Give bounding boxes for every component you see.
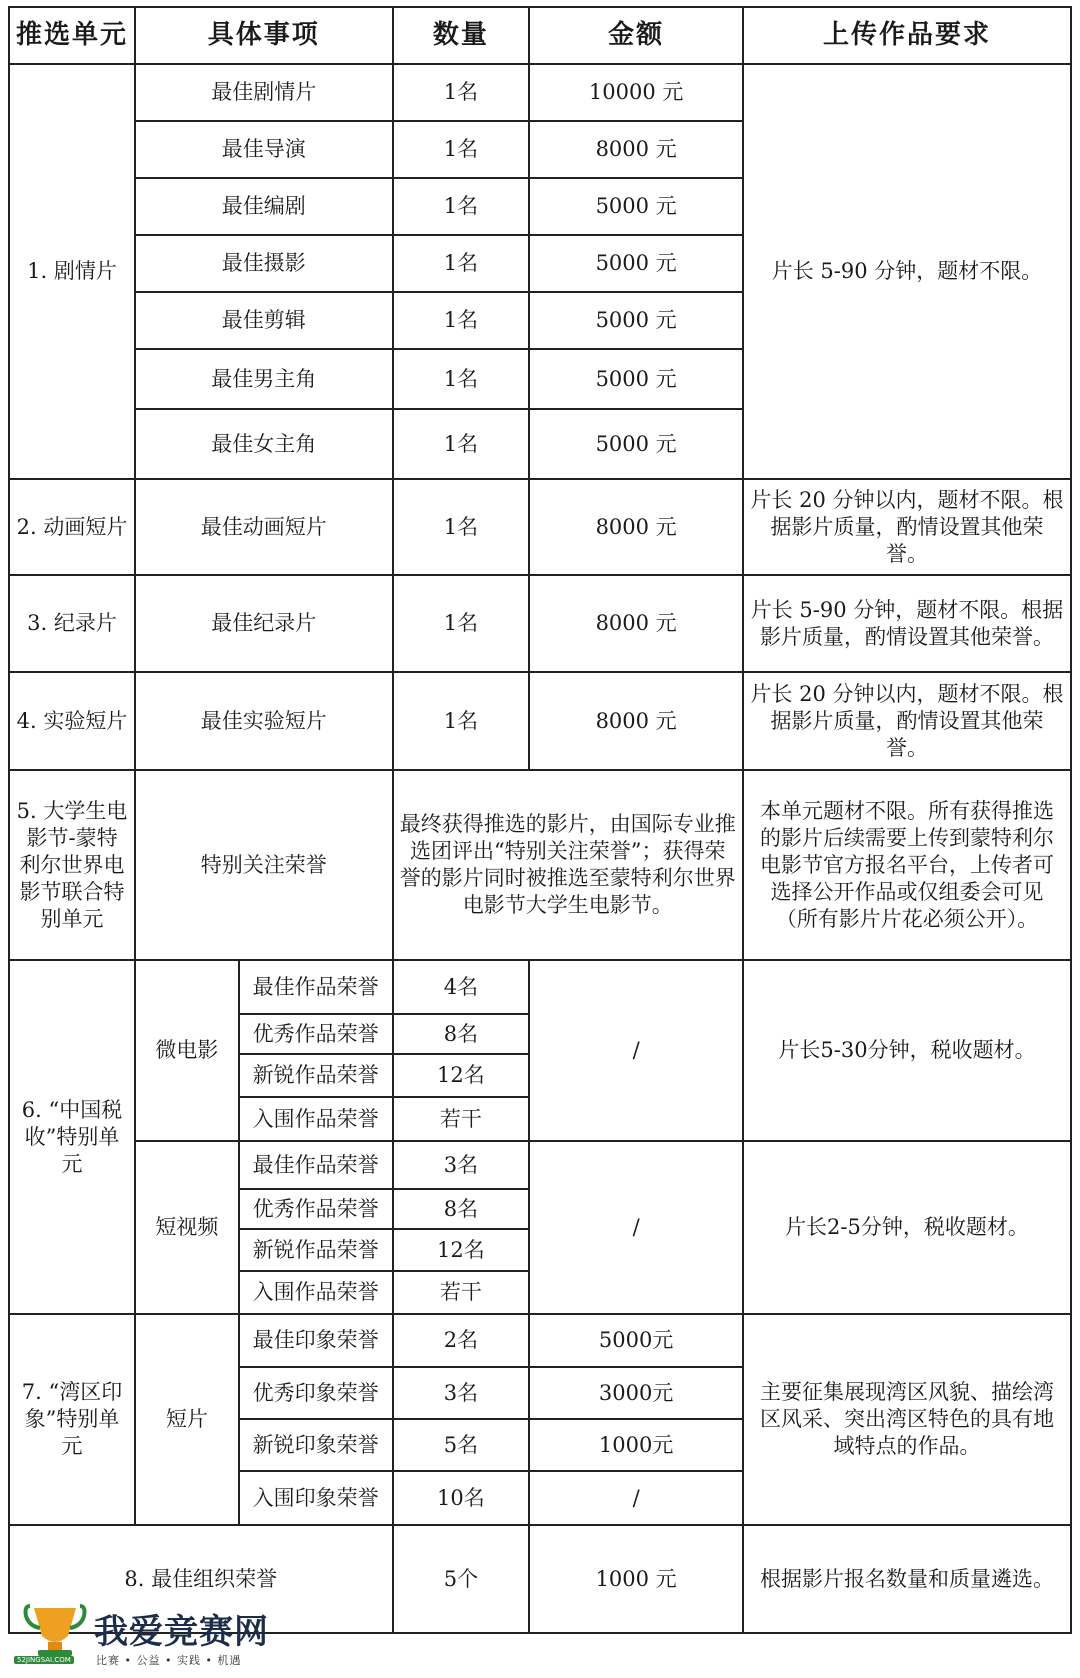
count-cell: 10名 <box>393 1471 530 1525</box>
item-cell: 入围印象荣誉 <box>239 1471 393 1525</box>
header-count: 数量 <box>393 7 530 64</box>
watermark-title: 我爱竞赛网 <box>94 1612 269 1652</box>
amount-cell: / <box>529 1141 743 1314</box>
header-unit: 推选单元 <box>9 7 135 64</box>
count-cell: 若干 <box>393 1271 530 1314</box>
unit-cell: 4. 实验短片 <box>9 672 135 770</box>
item-cell: 最佳实验短片 <box>135 672 392 770</box>
amount-cell: 1000元 <box>529 1419 743 1471</box>
count-cell: 1名 <box>393 349 530 409</box>
item-cell: 优秀作品荣誉 <box>239 1014 393 1054</box>
amount-cell: 8000 元 <box>529 672 743 770</box>
item-cell: 最佳男主角 <box>135 349 392 409</box>
table-row <box>9 479 1071 575</box>
item-cell: 最佳编剧 <box>135 178 392 235</box>
requirement-cell: 片长5-30分钟，税收题材。 <box>743 960 1071 1141</box>
count-cell: 1名 <box>393 178 530 235</box>
count-cell: 2名 <box>393 1314 530 1367</box>
count-cell: 5名 <box>393 1419 530 1471</box>
unit-cell: 7. “湾区印象”特别单元 <box>9 1314 135 1525</box>
item-cell: 最佳剪辑 <box>135 292 392 349</box>
count-cell: 3名 <box>393 1141 530 1189</box>
count-cell: 8名 <box>393 1189 530 1229</box>
item-cell: 最佳作品荣誉 <box>239 960 393 1014</box>
requirement-cell: 片长 20 分钟以内，题材不限。根据影片质量，酌情设置其他荣誉。 <box>743 479 1071 575</box>
item-cell: 优秀印象荣誉 <box>239 1367 393 1419</box>
item-cell: 优秀作品荣誉 <box>239 1189 393 1229</box>
description-cell: 最终获得推选的影片，由国际专业推选团评出“特别关注荣誉”；获得荣誉的影片同时被推选至蒙特利尔世界电影节大学生电影节。 <box>393 770 743 960</box>
item-cell: 最佳纪录片 <box>135 575 392 672</box>
category-cell: 短片 <box>135 1314 239 1525</box>
count-cell: 1名 <box>393 672 530 770</box>
unit-cell: 6. “中国税收”特别单元 <box>9 960 135 1314</box>
item-cell: 入围作品荣誉 <box>239 1271 393 1314</box>
requirement-cell: 根据影片报名数量和质量遴选。 <box>743 1525 1071 1633</box>
table-row <box>9 1314 1071 1367</box>
count-cell: 1名 <box>393 64 530 121</box>
requirement-cell: 主要征集展现湾区风貌、描绘湾区风采、突出湾区特色的具有地域特点的作品。 <box>743 1314 1071 1525</box>
count-cell: 12名 <box>393 1229 530 1271</box>
item-cell: 8. 最佳组织荣誉 <box>9 1525 393 1633</box>
count-cell: 1名 <box>393 409 530 479</box>
table-row <box>9 672 1071 770</box>
requirement-cell: 片长 5-90 分钟，题材不限。 <box>743 64 1071 479</box>
item-cell: 最佳女主角 <box>135 409 392 479</box>
amount-cell: 1000 元 <box>529 1525 743 1633</box>
count-cell: 3名 <box>393 1367 530 1419</box>
amount-cell: 8000 元 <box>529 121 743 178</box>
amount-cell: 5000 元 <box>529 292 743 349</box>
amount-cell: 5000 元 <box>529 349 743 409</box>
item-cell: 最佳作品荣誉 <box>239 1141 393 1189</box>
count-cell: 1名 <box>393 292 530 349</box>
item-cell: 最佳动画短片 <box>135 479 392 575</box>
item-cell: 新锐印象荣誉 <box>239 1419 393 1471</box>
unit-cell: 3. 纪录片 <box>9 575 135 672</box>
amount-cell: 3000元 <box>529 1367 743 1419</box>
count-cell: 1名 <box>393 121 530 178</box>
amount-cell: / <box>529 960 743 1141</box>
unit-cell: 1. 剧情片 <box>9 64 135 479</box>
table-row <box>9 575 1071 672</box>
unit-cell: 2. 动画短片 <box>9 479 135 575</box>
amount-cell: 8000 元 <box>529 575 743 672</box>
count-cell: 1名 <box>393 235 530 292</box>
table-row <box>9 64 1071 121</box>
count-cell: 12名 <box>393 1054 530 1097</box>
table-row <box>9 960 1071 1014</box>
table-row <box>9 1141 1071 1189</box>
watermark-logo <box>14 1596 274 1672</box>
amount-cell: 8000 元 <box>529 479 743 575</box>
requirement-cell: 本单元题材不限。所有获得推选的影片后续需要上传到蒙特利尔电影节官方报名平台，上传者可选择公开作品或仅组委会可见（所有影片片花必须公开）。 <box>743 770 1071 960</box>
table-row <box>9 770 1071 960</box>
watermark-subtitle: 比赛 • 公益 • 实践 • 机遇 <box>96 1654 242 1667</box>
header-row <box>9 7 1071 64</box>
count-cell: 8名 <box>393 1014 530 1054</box>
header-item: 具体事项 <box>135 7 392 64</box>
requirement-cell: 片长 20 分钟以内，题材不限。根据影片质量，酌情设置其他荣誉。 <box>743 672 1071 770</box>
category-cell: 微电影 <box>135 960 239 1141</box>
count-cell: 4名 <box>393 960 530 1014</box>
item-cell: 最佳摄影 <box>135 235 392 292</box>
trophy-icon <box>20 1602 90 1662</box>
count-cell: 若干 <box>393 1097 530 1141</box>
unit-cell: 5. 大学生电影节-蒙特利尔世界电影节联合特别单元 <box>9 770 135 960</box>
header-requirement: 上传作品要求 <box>743 7 1071 64</box>
count-cell: 5个 <box>393 1525 530 1633</box>
watermark-site: 52JINGSAI.COM <box>14 1656 74 1664</box>
count-cell: 1名 <box>393 479 530 575</box>
item-cell: 新锐作品荣誉 <box>239 1054 393 1097</box>
item-cell: 最佳印象荣誉 <box>239 1314 393 1367</box>
awards-table <box>8 6 1072 1634</box>
amount-cell: 5000 元 <box>529 178 743 235</box>
item-cell: 新锐作品荣誉 <box>239 1229 393 1271</box>
count-cell: 1名 <box>393 575 530 672</box>
amount-cell: 10000 元 <box>529 64 743 121</box>
category-cell: 短视频 <box>135 1141 239 1314</box>
amount-cell: 5000 元 <box>529 409 743 479</box>
header-amount: 金额 <box>529 7 743 64</box>
amount-cell: 5000 元 <box>529 235 743 292</box>
amount-cell: / <box>529 1471 743 1525</box>
item-cell: 入围作品荣誉 <box>239 1097 393 1141</box>
item-cell: 特别关注荣誉 <box>135 770 392 960</box>
requirement-cell: 片长2-5分钟，税收题材。 <box>743 1141 1071 1314</box>
item-cell: 最佳剧情片 <box>135 64 392 121</box>
amount-cell: 5000元 <box>529 1314 743 1367</box>
item-cell: 最佳导演 <box>135 121 392 178</box>
requirement-cell: 片长 5-90 分钟，题材不限。根据影片质量，酌情设置其他荣誉。 <box>743 575 1071 672</box>
